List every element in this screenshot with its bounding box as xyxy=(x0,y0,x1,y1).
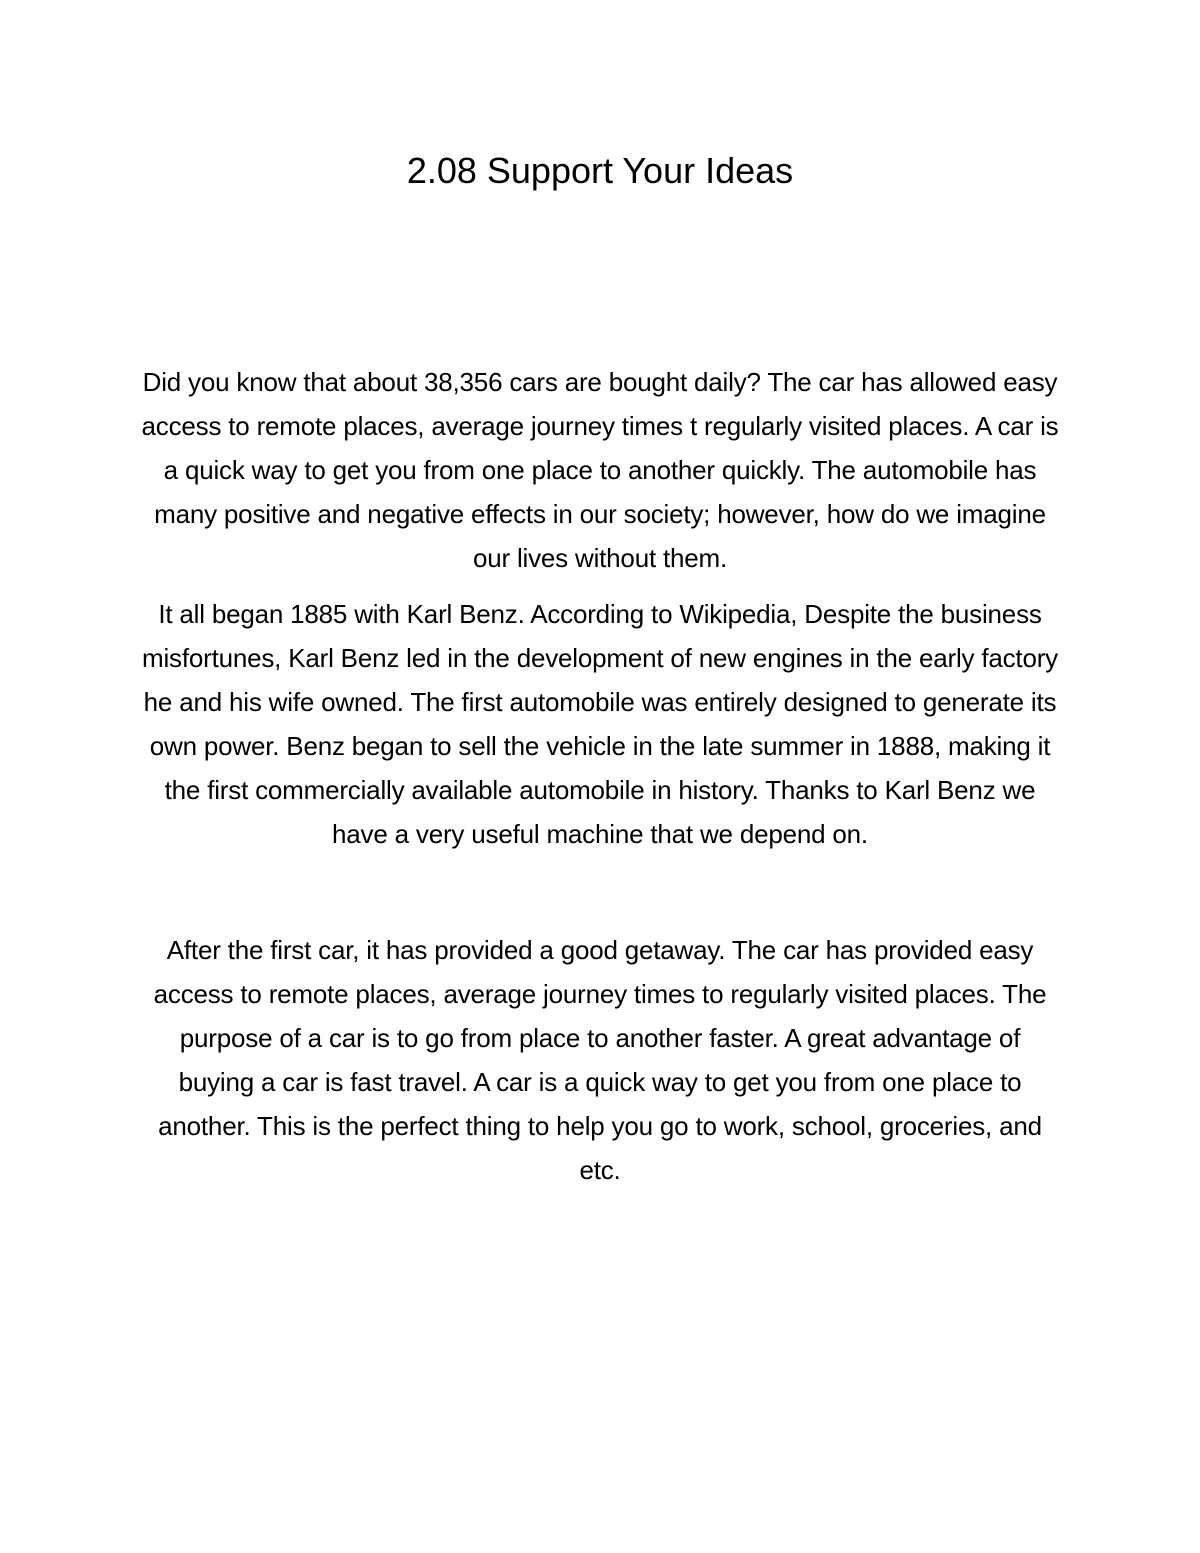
document-title: 2.08 Support Your Ideas xyxy=(406,150,794,191)
paragraph-intro: Did you know that about 38,356 cars are bought daily? The car has allowed easy access to remote places, average journey times t regularly visited places. A car is a quick way to get you from one place to another quickly. The automobile has many positive and negative effects in our society; however, how do we imagine our lives without them. xyxy=(141,367,1059,573)
paragraph-benefits: After the first car, it has provided a good getaway. The car has provided easy access to remote places, average journey times to regularly visited places. The purpose of a car is to go from place to another faster. A great advantage of buying a car is fast travel. A car is a quick way to get you from one place to another. This is the perfect thing to help you go to work, school, groceries, and etc. xyxy=(153,935,1047,1185)
paragraph-history: It all began 1885 with Karl Benz. According to Wikipedia, Despite the business misfortunes, Karl Benz led in the development of new engines in the early factory he and his wife owned. The first automobile was entirely designed to generate its own power. Benz began to sell the vehicle in the late summer in 1888, making it the first commercially available automobile in history. Thanks to Karl Benz we have a very useful machine that we depend on. xyxy=(142,599,1058,849)
paragraph-spacer xyxy=(140,856,1060,928)
document-body xyxy=(140,360,1060,1192)
